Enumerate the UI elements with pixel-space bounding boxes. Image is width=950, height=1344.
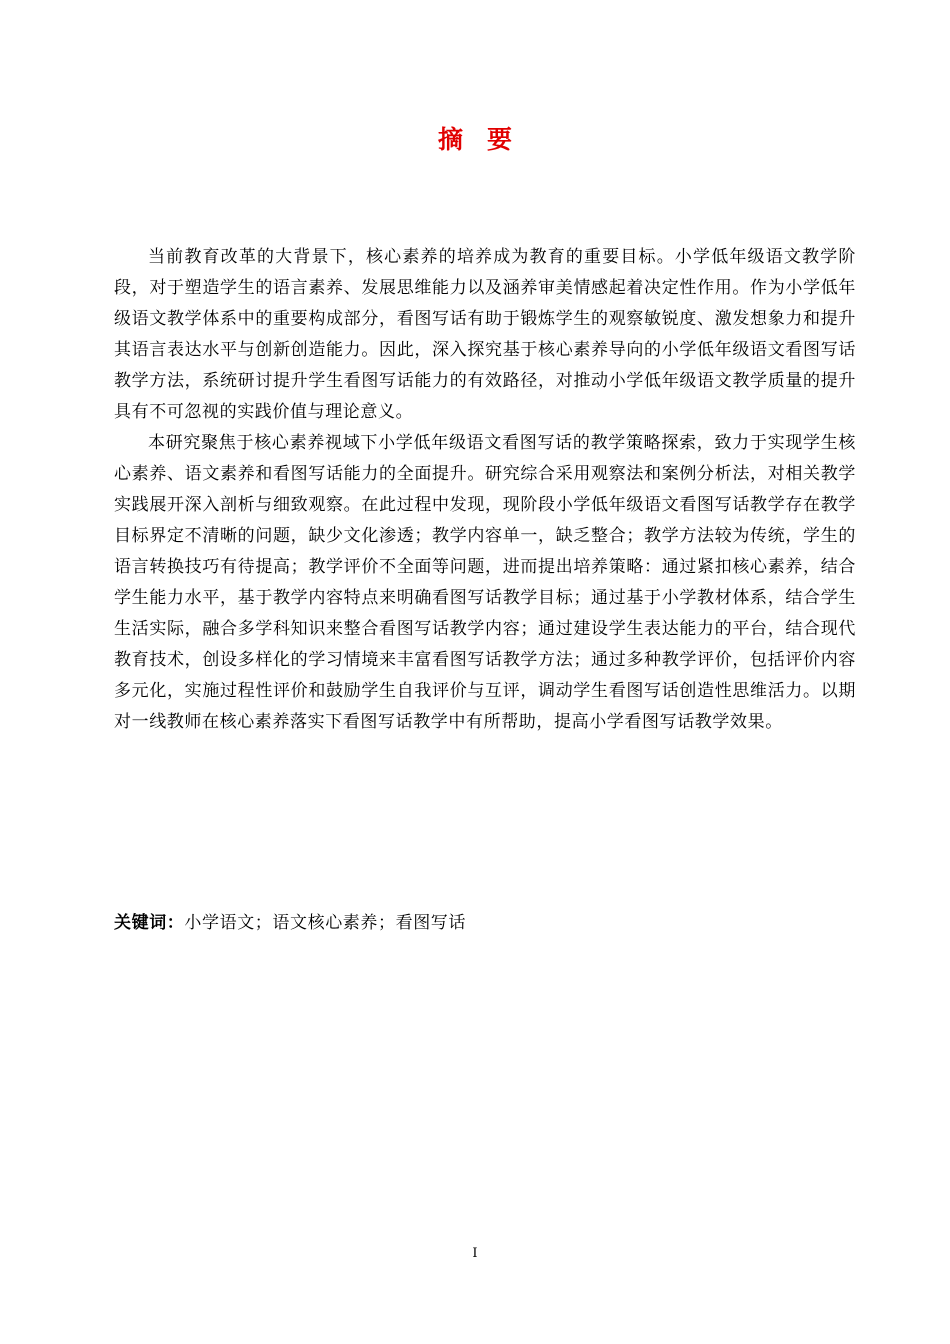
abstract-paragraph-1: 当前教育改革的大背景下，核心素养的培养成为教育的重要目标。小学低年级语文教学阶段，对于塑造学生的语言素养、发展思维能力以及涵养审美情感起着决定性作用。作为小学低年级语文教学体系中的重要构成部分，看图写话有助于锻炼学生的观察敏锐度、激发想象力和提升其语言表达水平与创新创造能力。因此，深入探究基于核心素养导向的小学低年级语文看图写话教学方法，系统研讨提升学生看图写话能力的有效路径，对推动小学低年级语文教学质量的提升具有不可忽视的实践价值与理论意义。	[114, 247, 856, 422]
keywords-text: 小学语文；语文核心素养；看图写话	[184, 913, 467, 933]
abstract-paragraph-2: 本研究聚焦于核心素养视域下小学低年级语文看图写话的教学策略探索，致力于实现学生核心素养、语文素养和看图写话能力的全面提升。研究综合采用观察法和案例分析法，对相关教学实践展开深入剖析与细致观察。在此过程中发现，现阶段小学低年级语文看图写话教学存在教学目标界定不清晰的问题，缺少文化渗透；教学内容单一，缺乏整合；教学方法较为传统，学生的语言转换技巧有待提高；教学评价不全面等问题，进而提出培养策略：通过紧扣核心素养，结合学生能力水平，基于教学内容特点来明确看图写话教学目标；通过基于小学教材体系，结合学生生活实际，融合多学科知识来整合看图写话教学内容；通过建设学生表达能力的平台，结合现代教育技术，创设多样化的学习情境来丰富看图写话教学方法；通过多种教学评价，包括评价内容多元化，实施过程性评价和鼓励学生自我评价与互评，调动学生看图写话创造性思维活力。以期对一线教师在核心素养落实下看图写话教学中有所帮助，提高小学看图写话教学效果。	[114, 433, 856, 732]
abstract-body	[114, 242, 856, 738]
keywords-label: 关键词：	[114, 913, 185, 933]
abstract-title: 摘要	[437, 125, 536, 154]
keywords-line	[114, 908, 856, 939]
page-number: I	[472, 1246, 478, 1261]
